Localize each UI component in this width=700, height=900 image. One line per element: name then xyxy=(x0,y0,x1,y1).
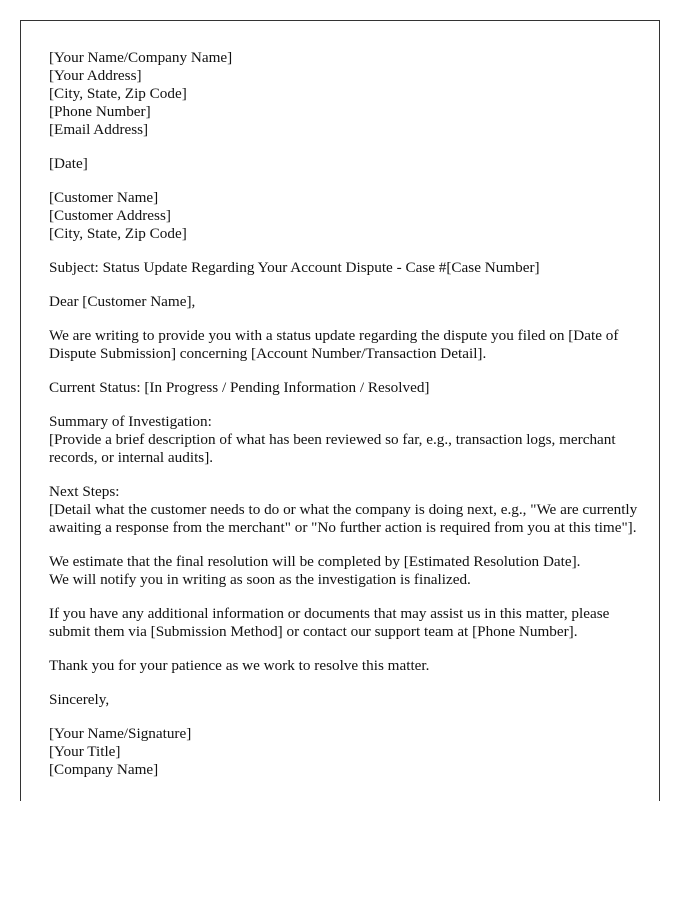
signature-name: [Your Name/Signature] xyxy=(49,725,192,742)
sender-email: [Email Address] xyxy=(49,121,149,138)
estimate-paragraph xyxy=(49,553,639,589)
signature-title: [Your Title] xyxy=(49,743,121,760)
salutation: Dear [Customer Name], xyxy=(49,293,196,310)
sender-name: [Your Name/Company Name] xyxy=(49,49,233,66)
intro-paragraph xyxy=(49,327,639,363)
sender-city-state-zip: [City, State, Zip Code] xyxy=(49,85,187,102)
recipient-name: [Customer Name] xyxy=(49,189,159,206)
summary-heading: Summary of Investigation: xyxy=(49,413,212,430)
date-block xyxy=(49,155,639,173)
estimate-line-1: We estimate that the final resolution will be completed by [Estimated Resolution Date]. xyxy=(49,553,581,570)
signature-block xyxy=(49,725,639,779)
next-steps-text: [Detail what the customer needs to do or what the company is doing next, e.g., "We are currently awaiting a response from the merchant" or "No further action is required from you at this time"]. xyxy=(49,501,638,536)
salutation-block xyxy=(49,293,639,311)
additional-info-paragraph xyxy=(49,605,639,641)
subject-block xyxy=(49,259,639,277)
intro-text: We are writing to provide you with a status update regarding the dispute you filed on [Date of Dispute Submission] concerning [Account Number/Transaction Detail]. xyxy=(49,327,619,362)
signature-company: [Company Name] xyxy=(49,761,159,778)
summary-text: [Provide a brief description of what has been reviewed so far, e.g., transaction logs, merchant records, or internal audits]. xyxy=(49,431,616,466)
summary-section xyxy=(49,413,639,467)
sender-address: [Your Address] xyxy=(49,67,142,84)
closing-block xyxy=(49,691,639,709)
current-status: Current Status: [In Progress / Pending Information / Resolved] xyxy=(49,379,430,396)
thanks-paragraph xyxy=(49,657,639,675)
status-paragraph xyxy=(49,379,639,397)
subject-line: Subject: Status Update Regarding Your Account Dispute - Case #[Case Number] xyxy=(49,259,540,276)
letter-date: [Date] xyxy=(49,155,88,172)
next-steps-section xyxy=(49,483,639,537)
recipient-block xyxy=(49,189,639,243)
additional-info-text: If you have any additional information or documents that may assist us in this matter, please submit them via [Submission Method] or contact our support team at [Phone Number]. xyxy=(49,605,610,640)
next-steps-heading: Next Steps: xyxy=(49,483,120,500)
closing-text: Sincerely, xyxy=(49,691,110,708)
letter-body xyxy=(49,49,639,795)
sender-phone: [Phone Number] xyxy=(49,103,151,120)
letter-page xyxy=(20,20,660,801)
sender-block xyxy=(49,49,639,139)
recipient-address: [Customer Address] xyxy=(49,207,171,224)
estimate-line-2: We will notify you in writing as soon as the investigation is finalized. xyxy=(49,571,471,588)
thanks-text: Thank you for your patience as we work to resolve this matter. xyxy=(49,657,430,674)
recipient-city-state-zip: [City, State, Zip Code] xyxy=(49,225,187,242)
